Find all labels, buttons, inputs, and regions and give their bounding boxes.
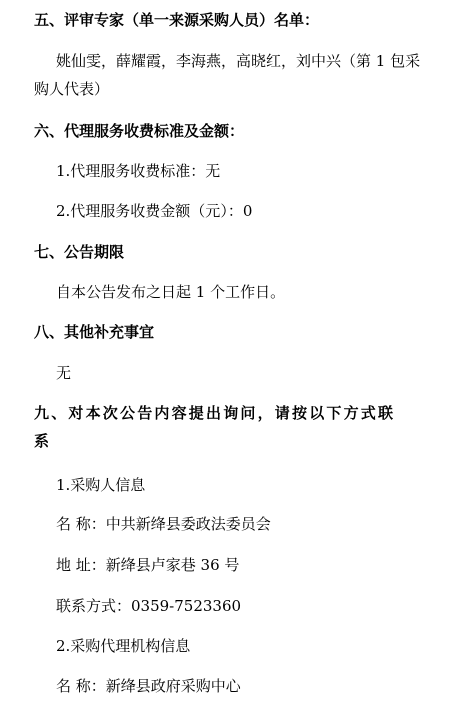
section-6-item-1: 1.代理服务收费标准：无 bbox=[56, 162, 221, 180]
section-5-expert-list-line-2: 购人代表） bbox=[34, 80, 110, 98]
section-5-expert-list-line-1: 姚仙雯，薛耀霞，李海燕，高晓红，刘中兴（第 1 包采 bbox=[56, 52, 421, 70]
section-7-body: 自本公告发布之日起 1 个工作日。 bbox=[56, 283, 286, 301]
purchaser-name: 名 称：中共新绛县委政法委员会 bbox=[56, 515, 271, 533]
purchaser-info-heading: 1.采购人信息 bbox=[56, 476, 146, 494]
section-5-title: 五、评审专家（单一来源采购人员）名单： bbox=[34, 11, 320, 29]
section-7-title: 七、公告期限 bbox=[34, 243, 125, 261]
section-9-title-line-1: 九、对本次公告内容提出询问，请按以下方式联 bbox=[34, 404, 396, 422]
purchaser-address: 地 址：新绛县卢家巷 36 号 bbox=[56, 556, 240, 574]
section-6-title: 六、代理服务收费标准及金额： bbox=[34, 122, 245, 140]
section-6-item-2: 2.代理服务收费金额（元）：0 bbox=[56, 202, 253, 220]
purchaser-contact: 联系方式：0359-7523360 bbox=[56, 597, 242, 615]
agency-info-heading: 2.采购代理机构信息 bbox=[56, 637, 191, 655]
agency-name: 名 称：新绛县政府采购中心 bbox=[56, 677, 241, 695]
section-8-body: 无 bbox=[56, 364, 72, 382]
section-8-title: 八、其他补充事宜 bbox=[34, 323, 155, 341]
section-9-title-line-2: 系 bbox=[34, 432, 50, 450]
